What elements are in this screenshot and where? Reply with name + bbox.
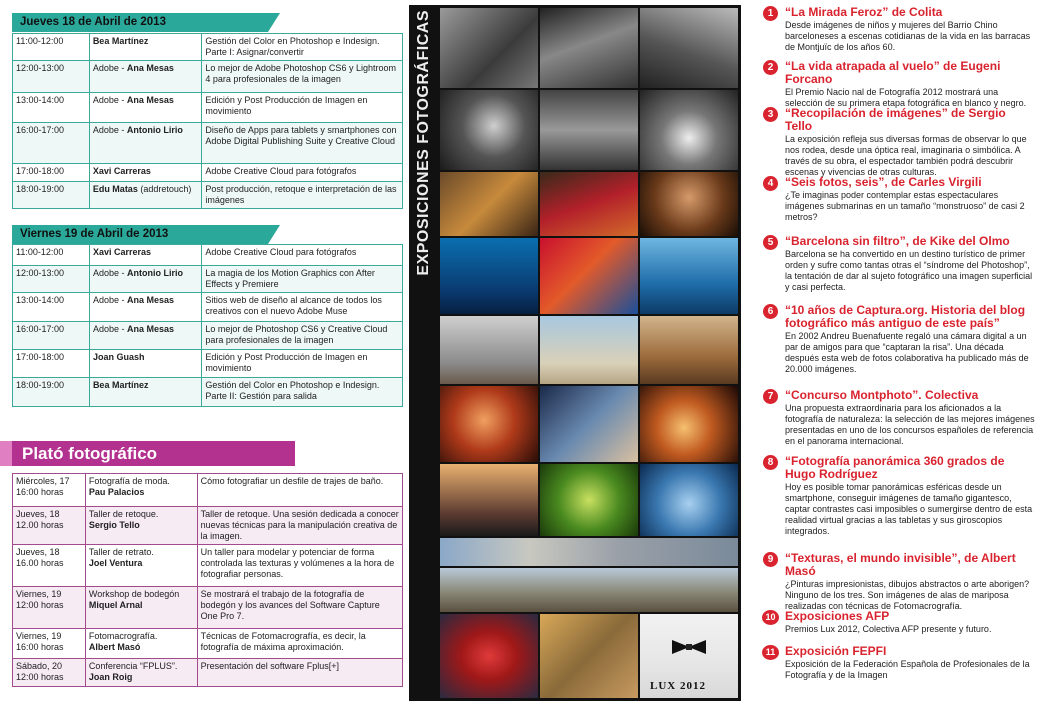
workshop-hour: 16.00 horas bbox=[16, 558, 64, 568]
speaker-name: Bea Martínez bbox=[92, 36, 149, 46]
workshop-type bbox=[85, 629, 197, 659]
session-topic: Adobe Creative Cloud para fotógrafos bbox=[202, 245, 403, 266]
exhibition-number-badge: 5 bbox=[763, 235, 778, 250]
workshop-host: Albert Masó bbox=[88, 642, 141, 652]
exhibition-description: Premios Lux 2012, Colectiva AFP presente y futuro. bbox=[785, 624, 992, 634]
workshop-type bbox=[85, 507, 197, 545]
workshop-host: Sergio Tello bbox=[88, 520, 140, 530]
schedule-row bbox=[13, 378, 403, 407]
workshop-row bbox=[13, 474, 403, 507]
workshop-host: Pau Palacios bbox=[88, 487, 145, 497]
exhibition-title: “La Mirada Feroz” de Colita bbox=[785, 5, 943, 19]
workshop-day: Miércoles, 17 bbox=[16, 476, 70, 486]
photo-bw-child bbox=[440, 90, 538, 170]
exhibition-item bbox=[765, 107, 1035, 178]
exhibition-description: En 2002 Andreu Buenafuente regaló una cámara digital a un par de amigos para que “captaran la risa”. Una década después esta web de fotos colaborativa ha publicado más de 20.000 imágenes. bbox=[785, 331, 1029, 374]
workshop-day: Jueves, 18 bbox=[16, 509, 60, 519]
photo-panorama-city bbox=[440, 538, 738, 566]
session-time: 11:00-12:00 bbox=[13, 34, 90, 61]
plato-title: Plató fotográfico bbox=[22, 444, 158, 463]
lux-2012-label: LUX 2012 bbox=[650, 680, 706, 692]
plato-header bbox=[12, 441, 295, 466]
exhibition-item bbox=[765, 610, 1035, 635]
photo-bw-family bbox=[640, 8, 738, 88]
session-topic: Lo mejor de Photoshop CS6 y Creative Cloud para profesionales de la imagen bbox=[202, 322, 403, 350]
photo-panorama-cliffs bbox=[440, 568, 738, 612]
workshop-kind: Fotomacrografía. bbox=[88, 631, 158, 641]
photo-captura-friends bbox=[540, 386, 638, 462]
speaker-name: Joan Guash bbox=[92, 352, 145, 362]
photo-texture-lips bbox=[440, 614, 538, 698]
workshop-hour: 12:00 horas bbox=[16, 600, 64, 610]
exhibition-title: “10 años de Captura.org. Historia del blog fotográfico más antiguo de este país” bbox=[785, 303, 1026, 330]
exhibition-item bbox=[765, 60, 1035, 109]
schedule-row bbox=[13, 93, 403, 123]
speaker-note: (addretouch) bbox=[137, 184, 192, 194]
workshop-description: Presentación del software Fplus[+] bbox=[197, 659, 402, 687]
workshop-day: Viernes, 19 bbox=[16, 631, 62, 641]
exhibition-item bbox=[765, 389, 1035, 447]
session-time: 16:00-17:00 bbox=[13, 123, 90, 164]
workshop-date bbox=[13, 659, 86, 687]
workshop-host: Joel Ventura bbox=[88, 558, 143, 568]
workshop-date bbox=[13, 507, 86, 545]
workshop-type bbox=[85, 474, 197, 507]
photo-texture-wings bbox=[540, 614, 638, 698]
schedule-row bbox=[13, 293, 403, 322]
photo-coral bbox=[540, 238, 638, 314]
photo-bw-swan bbox=[640, 90, 738, 170]
exhibition-item bbox=[765, 6, 1035, 53]
workshop-date bbox=[13, 629, 86, 659]
session-topic: Edición y Post Producción de Imagen en movimiento bbox=[202, 350, 403, 378]
exhibition-description: Una propuesta extraordinaria para los aficionados a la fotografía de naturaleza: la selección de las mejores imágenes presentadas en uno de los concursos españoles de referencia en el panorama internacional. bbox=[785, 403, 1035, 446]
speaker-name: Xavi Carreras bbox=[92, 247, 151, 257]
workshop-date bbox=[13, 545, 86, 587]
speaker-name: Xavi Carreras bbox=[92, 166, 151, 176]
exhibition-title: “La vida atrapada al vuelo” de Eugeni Forcano bbox=[785, 59, 1001, 86]
exhibition-description: Exposición de la Federación Española de Profesionales de la Fotografía y de la Imagen bbox=[785, 659, 1030, 680]
plato-schedule bbox=[12, 473, 403, 687]
session-speaker bbox=[89, 266, 201, 293]
exhibition-item bbox=[765, 552, 1035, 612]
session-topic: Post producción, retoque e interpretación de las imágenes bbox=[202, 182, 403, 209]
exhibition-item bbox=[765, 645, 1035, 681]
exhibition-title: “Texturas, el mundo invisible”, de Albert Masó bbox=[785, 551, 1016, 578]
exhibition-item bbox=[765, 176, 1035, 223]
photo-color-man bbox=[440, 172, 538, 236]
workshop-hour: 12:00 horas bbox=[16, 672, 64, 682]
exhibition-item bbox=[765, 304, 1035, 375]
workshop-date bbox=[13, 474, 86, 507]
speaker-name: Bea Martínez bbox=[92, 380, 149, 390]
session-speaker bbox=[89, 245, 201, 266]
exhibition-title: “Concurso Montphoto”. Colectiva bbox=[785, 388, 979, 402]
workshop-row bbox=[13, 659, 403, 687]
workshop-kind: Taller de retoque. bbox=[88, 509, 159, 519]
session-speaker bbox=[89, 293, 201, 322]
workshop-hour: 16:00 horas bbox=[16, 642, 64, 652]
session-time: 13:00-14:00 bbox=[13, 293, 90, 322]
session-speaker bbox=[89, 322, 201, 350]
photo-shark bbox=[640, 238, 738, 314]
photo-bw-street bbox=[540, 90, 638, 170]
schedule-row bbox=[13, 322, 403, 350]
session-speaker bbox=[89, 123, 202, 164]
thursday-header bbox=[12, 13, 268, 32]
schedule-row bbox=[13, 123, 403, 164]
speaker-company: Adobe - bbox=[92, 268, 127, 278]
session-time: 17:00-18:00 bbox=[13, 164, 90, 182]
workshop-day: Sábado, 20 bbox=[16, 661, 63, 671]
session-topic: La magia de los Motion Graphics con After Effects y Premiere bbox=[202, 266, 403, 293]
photo-beach-grey bbox=[440, 316, 538, 384]
speaker-name: Edu Matas bbox=[92, 184, 138, 194]
exhibition-title: Exposición FEPFI bbox=[785, 644, 887, 658]
exhibition-description: ¿Pinturas impresionistas, dibujos abstractos o arte aborigen? Ninguno de los tres. Son imágenes de alas de mariposa realizadas con técnicas de Fotomacrografía. bbox=[785, 579, 1030, 611]
schedule-row bbox=[13, 61, 403, 93]
session-time: 18:00-19:00 bbox=[13, 182, 90, 209]
workshop-kind: Taller de retrato. bbox=[88, 547, 154, 557]
session-time: 17:00-18:00 bbox=[13, 350, 90, 378]
photo-captura-woman bbox=[440, 386, 538, 462]
session-time: 12:00-13:00 bbox=[13, 61, 90, 93]
session-topic: Edición y Post Producción de Imagen en movimiento bbox=[202, 93, 403, 123]
workshop-kind: Workshop de bodegón bbox=[88, 589, 180, 599]
workshop-description: Cómo fotografiar un desfile de trajes de baño. bbox=[197, 474, 402, 507]
exhibition-number-badge: 9 bbox=[763, 552, 778, 567]
photo-montphoto-planet bbox=[640, 464, 738, 536]
speaker-company: Adobe - bbox=[92, 63, 127, 73]
exhibition-number-badge: 2 bbox=[763, 60, 778, 75]
workshop-host: Miquel Arnal bbox=[88, 600, 143, 610]
session-time: 13:00-14:00 bbox=[13, 93, 90, 123]
schedule-row bbox=[13, 164, 403, 182]
speaker-company: Adobe - bbox=[92, 95, 127, 105]
exhibition-description: El Premio Nacio nal de Fotografía 2012 mostrará una selección de su primera etapa fotográfica en blanco y negro. bbox=[785, 87, 1027, 108]
workshop-description: Técnicas de Fotomacrografía, es decir, la fotografía de máxima aproximación. bbox=[197, 629, 402, 659]
session-time: 16:00-17:00 bbox=[13, 322, 90, 350]
exhibition-title: “Fotografía panorámica 360 grados de Hugo Rodríguez bbox=[785, 454, 1005, 481]
schedule-row bbox=[13, 266, 403, 293]
workshop-type bbox=[85, 659, 197, 687]
workshop-description: Un taller para modelar y potenciar de forma controlada las texturas y volúmenes a la hora de fotografiar personas. bbox=[197, 545, 402, 587]
session-topic: Gestión del Color en Photoshop e Indesign. Parte II: Gestión para salida bbox=[202, 378, 403, 407]
session-topic: Lo mejor de Adobe Photoshop CS6 y Lightroom 4 para profesionales de la imagen bbox=[202, 61, 403, 93]
exhibition-item bbox=[765, 455, 1035, 537]
exhibition-number-badge: 4 bbox=[763, 176, 778, 191]
exhibition-title: “Barcelona sin filtro”, de Kike del Olmo bbox=[785, 234, 1010, 248]
session-speaker bbox=[89, 93, 202, 123]
exhibition-description: ¿Te imaginas poder contemplar estas espectaculares imágenes submarinas en un tamaño “monstruoso” de casi 2 metros? bbox=[785, 190, 1025, 222]
exhibition-description: Desde imágenes de niños y mujeres del Barrio Chino barceloneses a escenas cotidianas de la vida en las barracas de Montjuïc de los años 60. bbox=[785, 20, 1031, 52]
exhibition-item bbox=[765, 235, 1035, 293]
vertical-title-text: EXPOSICIONES FOTOGRÁFICAS bbox=[415, 10, 432, 276]
schedule-row bbox=[13, 350, 403, 378]
session-speaker bbox=[89, 182, 202, 209]
workshop-row bbox=[13, 545, 403, 587]
exhibition-number-badge: 6 bbox=[763, 304, 778, 319]
exhibition-number-badge: 11 bbox=[762, 645, 779, 660]
vertical-title bbox=[410, 10, 438, 276]
workshop-kind: Fotografía de moda. bbox=[88, 476, 170, 486]
session-speaker bbox=[89, 61, 202, 93]
session-speaker bbox=[89, 350, 201, 378]
workshop-row bbox=[13, 629, 403, 659]
exhibition-number-badge: 1 bbox=[763, 6, 778, 21]
workshop-type bbox=[85, 545, 197, 587]
workshop-row bbox=[13, 507, 403, 545]
speaker-name: Ana Mesas bbox=[126, 295, 174, 305]
speaker-name: Ana Mesas bbox=[126, 324, 174, 334]
speaker-name: Ana Mesas bbox=[126, 95, 174, 105]
photo-montphoto-frog bbox=[540, 464, 638, 536]
photo-bw-women bbox=[440, 8, 538, 88]
workshop-kind: Conferencia “FPLUS”. bbox=[88, 661, 178, 671]
session-topic: Gestión del Color en Photoshop e Indesign. Parte I: Asignar/convertir bbox=[202, 34, 403, 61]
thursday-schedule bbox=[12, 33, 403, 209]
exhibition-description: La exposición refleja sus diversas formas de observar lo que nos rodea, desde una óptica real, imaginaria o simbólica. A través de su obra, el espectador también podrá descubrir escenas y vivencias de otras culturas. bbox=[785, 134, 1027, 177]
workshop-row bbox=[13, 587, 403, 629]
exhibition-description: Hoy es posible tomar panorámicas esféricas desde un smartphone, conseguir imágenes de tamaño gigantesco, captar contrastes casi imposibles o sumergirse dentro de esta realidad virtual gracias a las tabletas y sus giroscopios integrados. bbox=[785, 482, 1033, 536]
exhibition-title: “Recopilación de imágenes” de Sergio Tello bbox=[785, 106, 1006, 133]
schedule-row bbox=[13, 182, 403, 209]
bowtie-icon bbox=[672, 640, 706, 654]
photo-bw-car bbox=[540, 8, 638, 88]
exhibition-number-badge: 7 bbox=[763, 389, 778, 404]
exhibition-description: Barcelona se ha convertido en un destino turístico de primer orden y sufre como tantas otras el “síndrome del Photoshop”, la tentación de dar al sujeto fotográfico una imagen superficial y casi perfecta. bbox=[785, 249, 1033, 292]
workshop-description: Se mostrará el trabajo de la fotografía de bodegón y los avances del Software Capture One Pro 7. bbox=[197, 587, 402, 629]
workshop-hour: 12.00 horas bbox=[16, 520, 64, 530]
session-time: 12:00-13:00 bbox=[13, 266, 90, 293]
thursday-title: Jueves 18 de Abril de 2013 bbox=[20, 16, 166, 28]
photo-montphoto-sunset bbox=[440, 464, 538, 536]
schedule-row bbox=[13, 245, 403, 266]
session-speaker bbox=[89, 378, 201, 407]
friday-schedule bbox=[12, 244, 403, 407]
session-topic: Adobe Creative Cloud para fotógrafos bbox=[202, 164, 403, 182]
exhibition-number-badge: 8 bbox=[763, 455, 778, 470]
workshop-day: Viernes, 19 bbox=[16, 589, 62, 599]
photo-beach-jump bbox=[540, 316, 638, 384]
photo-captura-couple bbox=[640, 386, 738, 462]
workshop-hour: 16:00 horas bbox=[16, 487, 64, 497]
workshop-description: Taller de retoque. Una sesión dedicada a conocer nuevas técnicas para la manipulación creativa de la imagen. bbox=[197, 507, 402, 545]
exhibition-number-badge: 3 bbox=[763, 107, 778, 122]
session-speaker bbox=[89, 164, 202, 182]
photo-color-dancers bbox=[540, 172, 638, 236]
exhibition-title: “Seis fotos, seis”, de Carles Virgili bbox=[785, 175, 982, 189]
workshop-type bbox=[85, 587, 197, 629]
speaker-company: Adobe - bbox=[92, 295, 127, 305]
workshop-day: Jueves, 18 bbox=[16, 547, 60, 557]
session-speaker bbox=[89, 34, 202, 61]
speaker-name: Antonio Lirio bbox=[126, 125, 183, 135]
session-time: 11:00-12:00 bbox=[13, 245, 90, 266]
friday-title: Viernes 19 de Abril de 2013 bbox=[20, 228, 169, 240]
speaker-name: Ana Mesas bbox=[126, 63, 174, 73]
photo-color-girl bbox=[640, 172, 738, 236]
workshop-date bbox=[13, 587, 86, 629]
schedule-row bbox=[13, 34, 403, 61]
speaker-name: Antonio Lirio bbox=[126, 268, 183, 278]
speaker-company: Adobe - bbox=[92, 324, 127, 334]
exhibition-title: Exposiciones AFP bbox=[785, 609, 890, 623]
session-topic: Diseño de Apps para tablets y smartphones con Adobe Digital Publishing Suite y Creative Cloud bbox=[202, 123, 403, 164]
photo-turtle bbox=[440, 238, 538, 314]
friday-header bbox=[12, 225, 268, 244]
exhibition-number-badge: 10 bbox=[762, 610, 779, 625]
session-topic: Sitios web de diseño al alcance de todos los creativos con el nuevo Adobe Muse bbox=[202, 293, 403, 322]
workshop-host: Joan Roig bbox=[88, 672, 133, 682]
photo-beach-people bbox=[640, 316, 738, 384]
session-time: 18:00-19:00 bbox=[13, 378, 90, 407]
speaker-company: Adobe - bbox=[92, 125, 127, 135]
